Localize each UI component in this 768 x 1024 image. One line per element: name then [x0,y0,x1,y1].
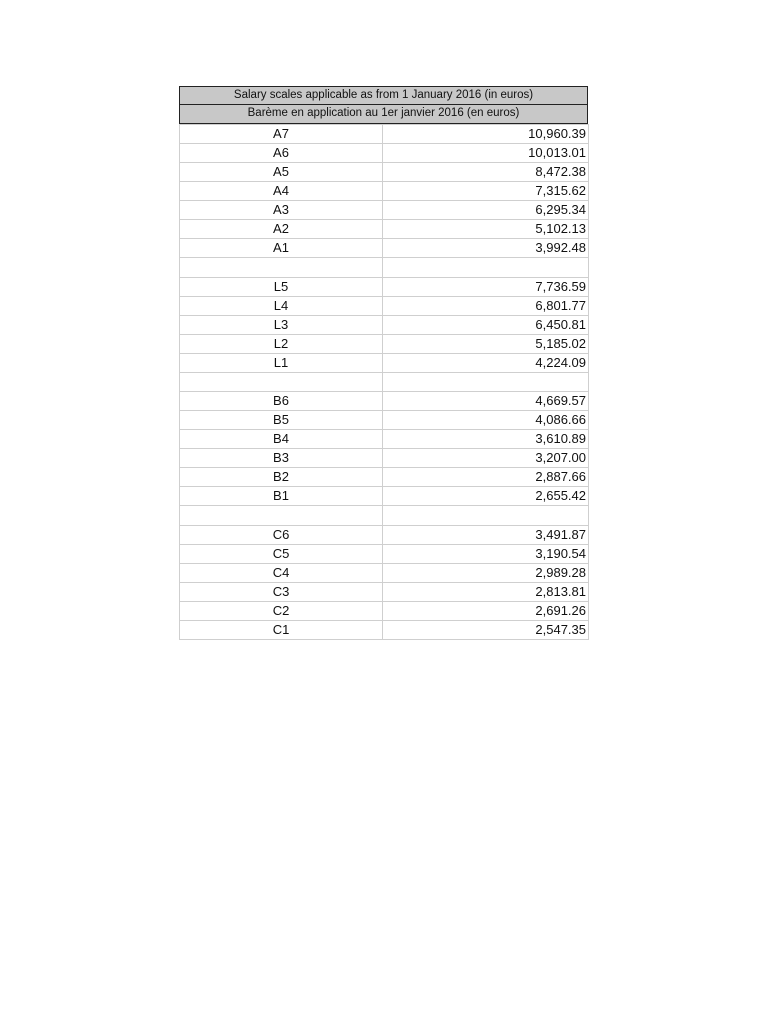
table-row [180,353,589,372]
table-row [180,334,589,353]
amount-cell: 5,185.02 [383,334,589,353]
grade-cell: A5 [180,163,383,182]
table-row [180,315,589,334]
amount-cell: 6,450.81 [383,315,589,334]
table-row [180,182,589,201]
table-row [180,430,589,449]
table-row [180,411,589,430]
amount-cell: 2,655.42 [383,487,589,506]
grade-cell: C4 [180,563,383,582]
table-row [180,601,589,620]
grade-cell: B5 [180,411,383,430]
amount-cell: 2,813.81 [383,582,589,601]
table-row [180,144,589,163]
amount-cell: 3,992.48 [383,239,589,258]
grade-cell: B2 [180,468,383,487]
table-row [180,487,589,506]
table-row [180,449,589,468]
grade-cell [180,258,383,278]
grade-cell: B6 [180,392,383,411]
table-row-blank [180,372,589,392]
grade-cell: B4 [180,430,383,449]
salary-scale-sheet [179,86,588,640]
grade-cell: C5 [180,544,383,563]
table-row [180,468,589,487]
amount-cell: 6,295.34 [383,201,589,220]
grade-cell: L2 [180,334,383,353]
table-row [180,296,589,315]
grade-cell: A7 [180,125,383,144]
amount-cell: 2,989.28 [383,563,589,582]
table-row [180,239,589,258]
amount-cell: 8,472.38 [383,163,589,182]
table-row [180,525,589,544]
grade-cell [180,372,383,392]
grade-cell [180,506,383,526]
salary-table-body [180,125,589,640]
amount-cell: 7,315.62 [383,182,589,201]
table-row [180,544,589,563]
grade-cell: A1 [180,239,383,258]
amount-cell: 4,669.57 [383,392,589,411]
amount-cell: 3,610.89 [383,430,589,449]
table-row-blank [180,506,589,526]
amount-cell: 10,960.39 [383,125,589,144]
grade-cell: L3 [180,315,383,334]
amount-cell: 3,190.54 [383,544,589,563]
amount-cell: 2,887.66 [383,468,589,487]
grade-cell: L1 [180,353,383,372]
table-row [180,220,589,239]
grade-cell: L4 [180,296,383,315]
amount-cell: 6,801.77 [383,296,589,315]
grade-cell: C2 [180,601,383,620]
amount-cell: 5,102.13 [383,220,589,239]
amount-cell: 2,691.26 [383,601,589,620]
amount-cell: 4,224.09 [383,353,589,372]
header-title-en: Salary scales applicable as from 1 January 2016 (in euros) [179,86,588,105]
table-row [180,277,589,296]
amount-cell: 2,547.35 [383,620,589,639]
salary-table [179,124,589,640]
table-row [180,392,589,411]
grade-cell: B3 [180,449,383,468]
table-row [180,201,589,220]
table-row [180,582,589,601]
table-row [180,620,589,639]
grade-cell: L5 [180,277,383,296]
grade-cell: A2 [180,220,383,239]
amount-cell: 10,013.01 [383,144,589,163]
amount-cell [383,506,589,526]
grade-cell: B1 [180,487,383,506]
amount-cell [383,258,589,278]
header-title-fr: Barème en application au 1er janvier 2016 (en euros) [179,105,588,124]
amount-cell: 3,491.87 [383,525,589,544]
grade-cell: A6 [180,144,383,163]
table-row [180,125,589,144]
table-row [180,563,589,582]
amount-cell: 7,736.59 [383,277,589,296]
amount-cell: 4,086.66 [383,411,589,430]
grade-cell: C3 [180,582,383,601]
amount-cell [383,372,589,392]
table-row [180,163,589,182]
grade-cell: A4 [180,182,383,201]
amount-cell: 3,207.00 [383,449,589,468]
table-row-blank [180,258,589,278]
grade-cell: C1 [180,620,383,639]
grade-cell: A3 [180,201,383,220]
grade-cell: C6 [180,525,383,544]
